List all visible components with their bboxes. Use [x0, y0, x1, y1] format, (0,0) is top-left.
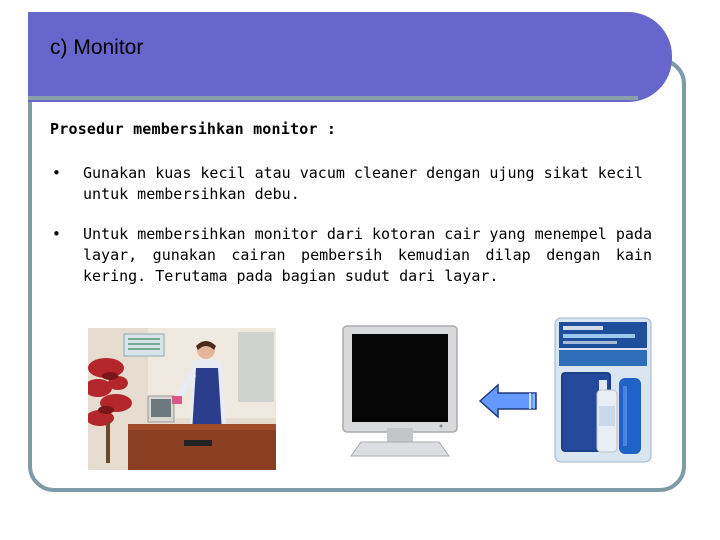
section-heading: Prosedur membersihkan monitor : [50, 120, 337, 138]
bullet-item-1 [52, 163, 652, 205]
bullet-marker: • [52, 164, 61, 182]
bullet-item-2 [52, 224, 652, 287]
slide-title: c) Monitor [50, 36, 144, 59]
photo-woman-cleaning-computer [88, 328, 276, 470]
left-arrow-icon [478, 383, 540, 419]
bullet-text: Untuk membersihkan monitor dari kotoran cair yang menempel pada layar, gunakan cairan pembersih kemudian dilap dengan kain kering. Terutama pada bagian sudut dari layar. [83, 225, 652, 285]
bullet-marker: • [52, 225, 61, 243]
photo-lcd-monitor [337, 322, 463, 464]
banner-divider [28, 96, 638, 100]
bullet-text: Gunakan kuas kecil atau vacum cleaner dengan ujung sikat kecil untuk membersihkan debu. [83, 164, 643, 203]
photo-lcd-screen-cleaning-kit [553, 316, 653, 464]
